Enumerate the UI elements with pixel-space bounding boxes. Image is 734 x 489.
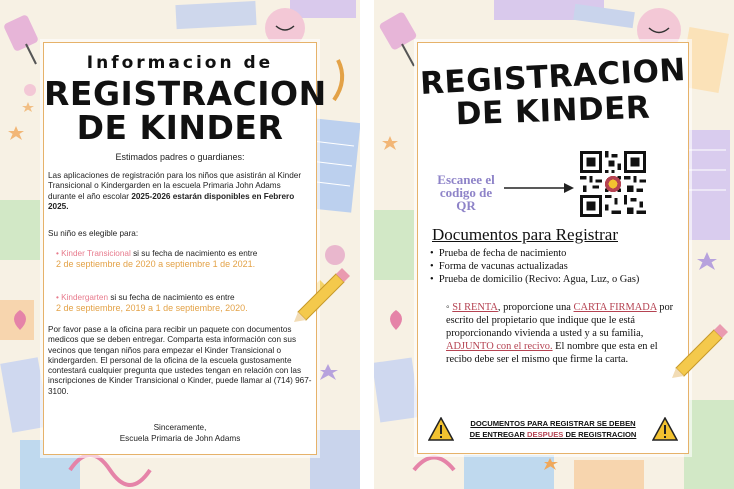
item1-label: Kinder Transicional — [61, 249, 131, 258]
eligible-heading: Su niño es elegible para: — [48, 229, 139, 238]
letter-card — [43, 42, 327, 455]
intro-text: Las aplicaciones de registración para los niños que asistirán al Kinder Transicional o Kindergarden en la escuela Primaria John Adams durante el año escolar — [48, 171, 302, 201]
rent-text-3: El nombre que esta en el recibo debe ser el mismo que firme la carta. — [446, 341, 658, 365]
rent-carta: CARTA FIRMADA — [573, 302, 657, 313]
rent-text-2: por escrito del propietario que indique que le está proporcionando vivienda a usted y a su familia, — [446, 302, 674, 339]
documents-heading: Documentos para Registrar — [432, 225, 618, 244]
bullet-dot: • — [430, 274, 439, 285]
arrow-icon — [504, 181, 574, 195]
list-item — [430, 247, 682, 260]
list-item-text: Prueba de domicilio (Recivo: Agua, Luz, o Gas) — [438, 274, 640, 285]
info-paragraph: Por favor pase a la oficina para recibir un paquete con documentos medicos que se deben entregar. Comparta esta información con sus vecinos que tengan niños para empezar el Kinder Transicional o kindergarden. El personal de la oficina de la escuela gustosamente contestará cualquier pregunta que ustedes tengan en relación con las inscripciones de Kinder Transicional o Kinder, puede llamar al (714) 967-3100. — [48, 325, 312, 396]
right-poster — [374, 0, 734, 489]
item1-text: si su fecha de nacimiento es entre — [133, 249, 258, 258]
list-item-text: Forma de vacunas actualizadas — [438, 261, 568, 272]
title-line-1: REGISTRACION — [44, 74, 327, 113]
greeting: Estimados padres o guardianes: — [115, 152, 245, 162]
documents-list — [430, 247, 682, 286]
list-item — [430, 273, 682, 286]
sub-bullet: ◦ — [446, 302, 453, 313]
eligibility-item-2 — [56, 293, 308, 315]
scan-instruction: Escanee el codigo de QR — [437, 172, 495, 213]
closing: Sinceramente, — [153, 423, 207, 432]
bullet-dot: • — [430, 261, 439, 272]
warning-icon — [652, 417, 678, 441]
qr-code-icon[interactable] — [580, 151, 646, 217]
warning-icon — [428, 417, 454, 441]
warning-line-2 — [454, 429, 652, 440]
item2-label: Kindergarten — [61, 293, 109, 302]
bullet-dot: • — [56, 249, 59, 258]
item2-text: si su fecha de nacimiento es entre — [110, 293, 235, 302]
signature: Escuela Primaria de John Adams — [119, 434, 241, 443]
warning-post: DE REGISTRACION — [563, 430, 637, 439]
item1-dates: 2 de septiembre de 2020 a septiembre 1 de 2021. — [56, 259, 256, 270]
intro-bold: 2025-2026 estarán disponibles en Febrero 2025. — [48, 191, 295, 211]
rent-adjunto: ADJUNTO con el recivo. — [446, 341, 553, 352]
title-line-2: DE KINDER — [76, 108, 284, 147]
intro-paragraph — [48, 171, 310, 212]
rent-lead: SI RENTA — [452, 302, 498, 313]
subtitle: Informacion de — [86, 53, 274, 73]
title-line-1: REGISTRACION — [419, 52, 687, 102]
bullet-dot: • — [430, 248, 439, 259]
list-item — [430, 260, 682, 273]
warning-message — [454, 418, 652, 440]
pencil-icon — [670, 318, 730, 378]
title-line-2: DE KINDER — [455, 89, 651, 133]
warning-line-1: DOCUMENTOS PARA REGISTRAR SE DEBEN — [470, 419, 636, 428]
rent-text-1: , proporcione una — [497, 302, 574, 313]
documents-card — [417, 42, 689, 454]
bullet-dot: • — [56, 293, 59, 302]
eligibility-item-1 — [56, 249, 308, 271]
pencil-icon — [292, 262, 352, 322]
warning-despues: DESPUES — [527, 430, 564, 439]
rent-note — [446, 301, 678, 366]
item2-dates: 2 de septiembre, 2019 a 1 de septiembre, 2020. — [56, 303, 248, 314]
warning-pre: DE ENTREGAR — [469, 430, 528, 439]
left-poster — [0, 0, 360, 489]
list-item-text: Prueba de fecha de nacimiento — [438, 248, 567, 259]
